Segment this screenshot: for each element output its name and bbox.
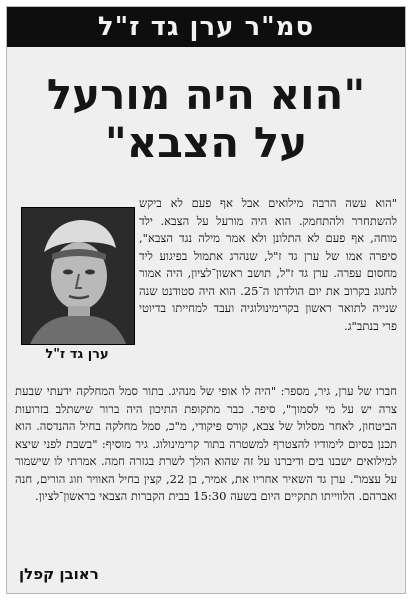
paragraph-top: "הוא עשה הרבה מילואים אבל אף פעם לא ביקש להשתחרר ולהתחמק. הוא היה מורעל על הצבא. ילד מוחה, אף פעם לא התלונן ולא אמר מילה נגד הצבא", סיפרה אמו של ערן גד ז"ל, שנהרג אתמול בפיגוע ליד מחסום עפרה. ערן גד ז"ל, תושב ראשון־לציון, היה אמור לחגוג בקרוב את יום הולדתו ה־25. הוא היה סטודנט שנה שנייה לתואר ראשון בקרימינולוגיה ועבד למחייתו בדיוטי פרי בנתב"ג. bbox=[139, 196, 397, 333]
portrait-image bbox=[22, 208, 134, 344]
header-label: סמ"ר ערן גד ז"ל bbox=[97, 12, 315, 42]
header-bar bbox=[7, 7, 405, 47]
article-title bbox=[19, 71, 393, 167]
portrait-photo bbox=[21, 207, 135, 345]
paragraph-full: חברו של ערן, גיר, מספר: "היה לו אופי של מנהיג. בתור סמל המחלקה ידעתי שבעת צרה יש על מי לסמוך", סיפר. כבר מתקופת התיכון היה ברור שישתלב בזרועות הביטחון, לאחר מסלול של צבא, קורס פיקודי, מ"כ, סמל מחלקה בחיל ההנדסה. הוא תכנן בסיום לימודיו להצטרף למשטרה בתור קרימינולוג. גיר מוסיף: "בשבת לפני שיצא למילואים ישבנו בים ודיברנו על זה שהוא הולך לשרת בגזרה חמה. אמרתי לו שישמור על עצמו". ערן גד השאיר אחריו את, אמיר, בן 22, קצין בחיל האוויר וזוג הורים, חנה ואברהם. הלווייתו תתקיים היום בשעה 15:30 בבית הקברות הצבאי בראשון־לציון. bbox=[15, 384, 397, 503]
byline-author: ראובן קפלן bbox=[19, 565, 99, 583]
photo-caption: ערן גד ז"ל bbox=[45, 347, 109, 362]
article-body-top bbox=[139, 195, 397, 335]
title-line-2: על הצבא" bbox=[104, 118, 308, 167]
article-body-full bbox=[15, 383, 397, 506]
title-line-1: "הוא היה מורעל bbox=[46, 70, 366, 119]
newspaper-clipping bbox=[6, 6, 406, 594]
